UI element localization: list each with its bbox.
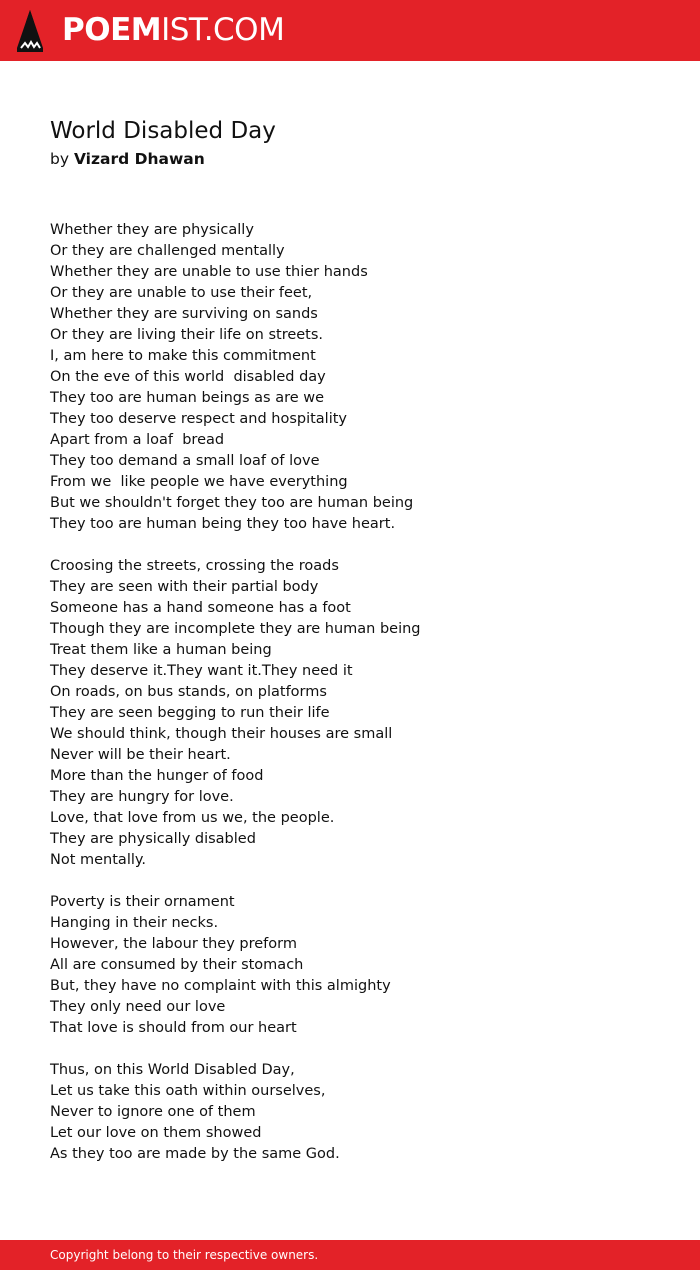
poem-line: Whether they are unable to use thier hands [50,264,368,280]
poem-line: I, am here to make this commitment [50,348,316,364]
poem-line: From we like people we have everything [50,474,348,490]
poem-line: Never to ignore one of them [50,1104,256,1120]
poem-line: They are physically disabled [50,831,256,847]
poem-line: Whether they are physically [50,222,254,238]
poem-line: But, they have no complaint with this almighty [50,978,391,994]
poem-stanza [50,556,650,871]
logo-text-light: IST.COM [161,12,285,48]
poem-line: They only need our love [50,999,226,1015]
poem-line: Not mentally. [50,852,146,868]
poem-line: They are seen with their partial body [50,579,319,595]
poem-author: Vizard Dhawan [73,150,205,168]
poem-line: Or they are living their life on streets. [50,327,324,343]
pencil-tip-icon[interactable] [17,10,43,52]
poem-line: That love is should from our heart [50,1020,297,1036]
poem-line: However, the labour they preform [50,936,297,952]
poem-line: Croosing the streets, crossing the roads [50,558,339,574]
poem-line: All are consumed by their stomach [50,957,304,973]
poem-line: They deserve it.They want it.They need it [50,663,353,679]
site-footer [0,1240,700,1270]
by-label: by [50,150,70,168]
poem-body [50,220,650,1165]
poem-line: Hanging in their necks. [50,915,219,931]
poem-line: On the eve of this world disabled day [50,369,326,385]
poem-line: They are hungry for love. [50,789,234,805]
poem-line: Whether they are surviving on sands [50,306,318,322]
poem-line: But we shouldn't forget they too are human being [50,495,414,511]
poem-line: They are seen begging to run their life [50,705,330,721]
poem-line: Apart from a loaf bread [50,432,225,448]
logo-text-bold: POEM [62,12,162,48]
poem-byline [50,148,650,170]
site-logo[interactable] [62,10,284,50]
poem-line: Someone has a hand someone has a foot [50,600,351,616]
poem-line: More than the hunger of food [50,768,264,784]
poem-line: They too deserve respect and hospitality [50,411,348,427]
poem-line: Let us take this oath within ourselves, [50,1083,326,1099]
poem-stanza [50,1060,650,1165]
poem-line: Never will be their heart. [50,747,231,763]
poem-line: Thus, on this World Disabled Day, [50,1062,295,1078]
poem-line: Let our love on them showed [50,1125,262,1141]
poem-line: Though they are incomplete they are human being [50,621,421,637]
poem-line: They too are human being they too have heart. [50,516,396,532]
poem-line: Poverty is their ornament [50,894,235,910]
poem-line: They too are human beings as are we [50,390,325,406]
poem-stanza [50,220,650,535]
copyright-text: Copyright belong to their respective owners. [50,1248,319,1262]
poem-line: We should think, though their houses are small [50,726,393,742]
poem-line: Treat them like a human being [50,642,272,658]
poem-line: They too demand a small loaf of love [50,453,320,469]
poem-line: Or they are challenged mentally [50,243,285,259]
poem-title: World Disabled Day [50,118,276,144]
poem-line: As they too are made by the same God. [50,1146,340,1162]
poem-line: On roads, on bus stands, on platforms [50,684,327,700]
site-header [0,0,700,61]
poem-content [50,114,650,1186]
poem-line: Or they are unable to use their feet, [50,285,313,301]
poem-stanza [50,892,650,1039]
poem-line: Love, that love from us we, the people. [50,810,335,826]
